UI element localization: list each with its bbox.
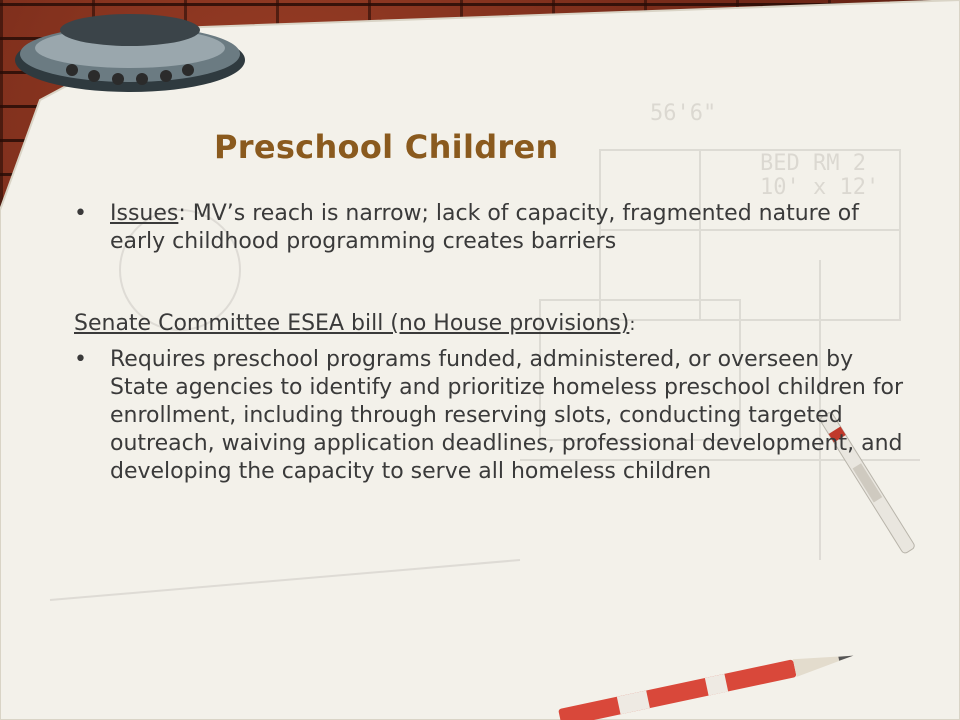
bullet-issues [74, 200, 904, 256]
slide-title: Preschool Children [214, 128, 559, 166]
senate-text: Requires preschool programs funded, administered, or overseen by State agencies to identify and prioritize homeless preschool children for enrollment, including through reserving slots, conducting targeted outreach, waiving application deadlines, professional development, and developing the capacity to serve all homeless children [110, 347, 904, 484]
issues-text: : MV’s reach is narrow; lack of capacity, fragmented nature of early childhood programming creates barriers [110, 201, 859, 254]
bullet-symbol: • [74, 347, 87, 372]
senate-heading-line [74, 310, 635, 339]
svg-text:10' x 12': 10' x 12' [760, 175, 880, 200]
senate-heading: Senate Committee ESEA bill (no House provisions) [74, 311, 630, 336]
senate-heading-colon: : [629, 314, 636, 335]
bullet-senate [74, 346, 904, 486]
bullet-issues-text [110, 200, 904, 256]
svg-text:56'6": 56'6" [650, 101, 717, 126]
issues-label: Issues [110, 201, 179, 226]
svg-text:BED RM 2: BED RM 2 [760, 151, 866, 176]
bullet-symbol: • [74, 201, 87, 226]
